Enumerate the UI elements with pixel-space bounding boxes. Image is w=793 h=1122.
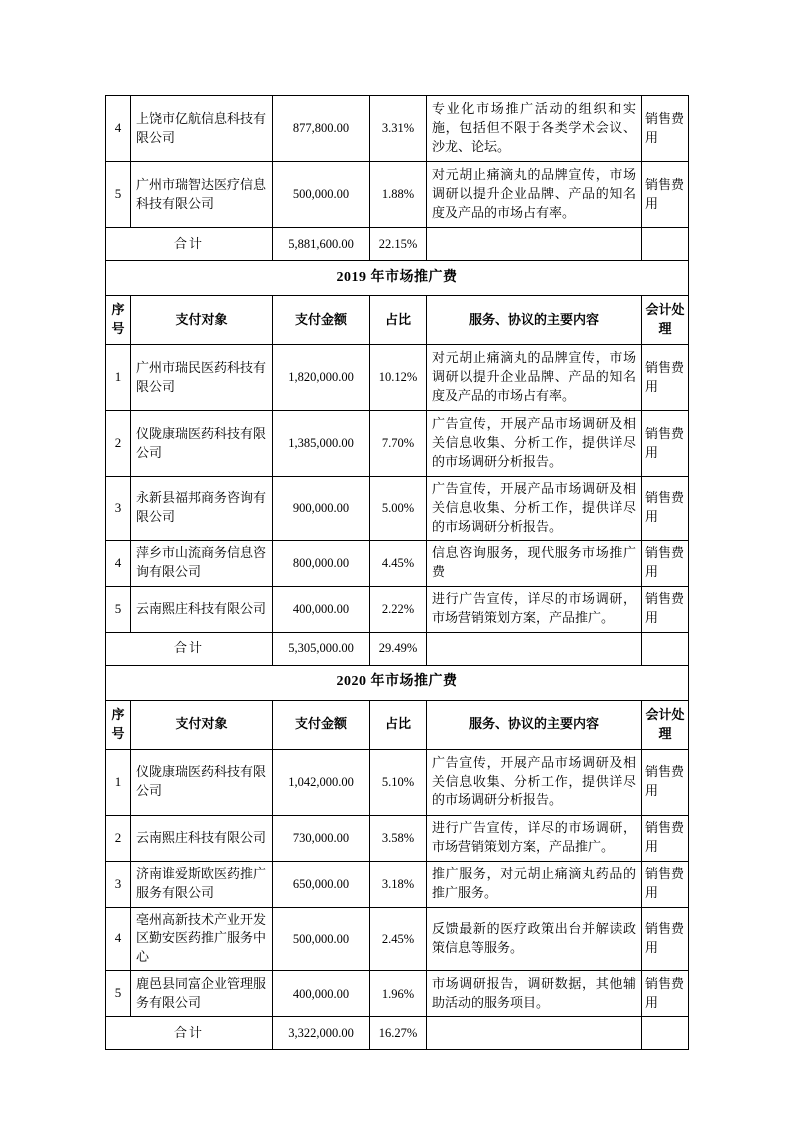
cell-content: 进行广告宣传，详尽的市场调研，市场营销策划方案，产品推广。 (427, 586, 642, 632)
table-row (106, 586, 689, 632)
cell-content: 推广服务，对元胡止痛滴丸药品的推广服务。 (427, 861, 642, 907)
cell-seq: 5 (106, 586, 131, 632)
header-seq: 序号 (106, 700, 131, 749)
cell-amount: 730,000.00 (273, 815, 370, 861)
promotion-fee-tables (105, 95, 689, 1050)
market-promotion-fee-table (105, 95, 689, 1050)
cell-payee: 仪陇康瑞医药科技有限公司 (131, 411, 273, 477)
total-amount: 5,305,000.00 (273, 632, 370, 665)
cell-payee: 鹿邑县同富企业管理服务有限公司 (131, 971, 273, 1017)
cell-payee: 云南熙庄科技有限公司 (131, 586, 273, 632)
cell-accounting: 销售费用 (642, 749, 689, 815)
header-accounting: 会计处理 (642, 296, 689, 345)
cell-accounting-empty (642, 1017, 689, 1050)
header-seq: 序号 (106, 296, 131, 345)
table-row (106, 345, 689, 411)
header-content: 服务、协议的主要内容 (427, 700, 642, 749)
cell-amount: 800,000.00 (273, 540, 370, 586)
table-row (106, 971, 689, 1017)
cell-seq: 1 (106, 345, 131, 411)
cell-content: 进行广告宣传，详尽的市场调研，市场营销策划方案，产品推广。 (427, 815, 642, 861)
cell-ratio: 4.45% (370, 540, 427, 586)
cell-payee: 萍乡市山流商务信息咨询有限公司 (131, 540, 273, 586)
cell-payee: 上饶市亿航信息科技有限公司 (131, 96, 273, 162)
header-amount: 支付金额 (273, 700, 370, 749)
cell-amount: 500,000.00 (273, 162, 370, 228)
section-title-row (106, 261, 689, 296)
cell-accounting: 销售费用 (642, 861, 689, 907)
cell-ratio: 2.45% (370, 907, 427, 971)
cell-content: 信息咨询服务，现代服务市场推广费 (427, 540, 642, 586)
section-title-row (106, 665, 689, 700)
cell-content: 市场调研报告，调研数据，其他辅助活动的服务项目。 (427, 971, 642, 1017)
cell-content-empty (427, 632, 642, 665)
cell-amount: 500,000.00 (273, 907, 370, 971)
total-amount: 5,881,600.00 (273, 228, 370, 261)
cell-ratio: 1.88% (370, 162, 427, 228)
total-row (106, 1017, 689, 1050)
cell-amount: 400,000.00 (273, 586, 370, 632)
cell-seq: 5 (106, 162, 131, 228)
total-ratio: 16.27% (370, 1017, 427, 1050)
cell-accounting: 销售费用 (642, 586, 689, 632)
total-amount: 3,322,000.00 (273, 1017, 370, 1050)
cell-payee: 广州市瑞民医药科技有限公司 (131, 345, 273, 411)
cell-seq: 2 (106, 411, 131, 477)
header-accounting: 会计处理 (642, 700, 689, 749)
cell-amount: 1,820,000.00 (273, 345, 370, 411)
cell-ratio: 10.12% (370, 345, 427, 411)
cell-content-empty (427, 1017, 642, 1050)
cell-accounting: 销售费用 (642, 96, 689, 162)
cell-content-empty (427, 228, 642, 261)
cell-accounting: 销售费用 (642, 971, 689, 1017)
header-amount: 支付金额 (273, 296, 370, 345)
cell-amount: 877,800.00 (273, 96, 370, 162)
table-header-row (106, 296, 689, 345)
cell-content: 对元胡止痛滴丸的品牌宣传，市场调研以提升企业品牌、产品的知名度及产品的市场占有率。 (427, 162, 642, 228)
cell-amount: 650,000.00 (273, 861, 370, 907)
cell-accounting-empty (642, 228, 689, 261)
total-label: 合计 (106, 632, 273, 665)
cell-ratio: 2.22% (370, 586, 427, 632)
cell-accounting: 销售费用 (642, 477, 689, 541)
cell-accounting: 销售费用 (642, 540, 689, 586)
header-content: 服务、协议的主要内容 (427, 296, 642, 345)
cell-payee: 永新县福邦商务咨询有限公司 (131, 477, 273, 541)
table-row (106, 861, 689, 907)
cell-amount: 400,000.00 (273, 971, 370, 1017)
cell-payee: 仪陇康瑞医药科技有限公司 (131, 749, 273, 815)
cell-accounting: 销售费用 (642, 815, 689, 861)
cell-seq: 4 (106, 96, 131, 162)
cell-accounting-empty (642, 632, 689, 665)
cell-ratio: 3.18% (370, 861, 427, 907)
cell-ratio: 3.31% (370, 96, 427, 162)
cell-ratio: 5.00% (370, 477, 427, 541)
total-row (106, 228, 689, 261)
total-label: 合计 (106, 1017, 273, 1050)
cell-content: 反馈最新的医疗政策出台并解读政策信息等服务。 (427, 907, 642, 971)
cell-content: 广告宣传，开展产品市场调研及相关信息收集、分析工作，提供详尽的市场调研分析报告。 (427, 749, 642, 815)
cell-content: 广告宣传，开展产品市场调研及相关信息收集、分析工作，提供详尽的市场调研分析报告。 (427, 477, 642, 541)
cell-seq: 3 (106, 477, 131, 541)
cell-seq: 3 (106, 861, 131, 907)
table-row (106, 907, 689, 971)
section-title-2020: 2020 年市场推广费 (106, 665, 689, 700)
cell-ratio: 3.58% (370, 815, 427, 861)
table-row (106, 96, 689, 162)
cell-ratio: 1.96% (370, 971, 427, 1017)
cell-seq: 2 (106, 815, 131, 861)
cell-seq: 5 (106, 971, 131, 1017)
cell-accounting: 销售费用 (642, 345, 689, 411)
cell-amount: 1,042,000.00 (273, 749, 370, 815)
section-title-2019: 2019 年市场推广费 (106, 261, 689, 296)
table-row (106, 162, 689, 228)
table-row (106, 540, 689, 586)
total-row (106, 632, 689, 665)
cell-content: 专业化市场推广活动的组织和实施，包括但不限于各类学术会议、沙龙、论坛。 (427, 96, 642, 162)
table-row (106, 815, 689, 861)
total-ratio: 29.49% (370, 632, 427, 665)
table-row (106, 477, 689, 541)
table-row (106, 749, 689, 815)
header-payee: 支付对象 (131, 700, 273, 749)
table-row (106, 411, 689, 477)
cell-payee: 广州市瑞智达医疗信息科技有限公司 (131, 162, 273, 228)
cell-content: 广告宣传，开展产品市场调研及相关信息收集、分析工作，提供详尽的市场调研分析报告。 (427, 411, 642, 477)
cell-payee: 亳州高新技术产业开发区勤安医药推广服务中心 (131, 907, 273, 971)
total-label: 合计 (106, 228, 273, 261)
cell-amount: 1,385,000.00 (273, 411, 370, 477)
table-header-row (106, 700, 689, 749)
cell-ratio: 5.10% (370, 749, 427, 815)
cell-payee: 济南谁爱斯欧医药推广服务有限公司 (131, 861, 273, 907)
cell-content: 对元胡止痛滴丸的品牌宣传，市场调研以提升企业品牌、产品的知名度及产品的市场占有率。 (427, 345, 642, 411)
cell-payee: 云南熙庄科技有限公司 (131, 815, 273, 861)
cell-accounting: 销售费用 (642, 411, 689, 477)
total-ratio: 22.15% (370, 228, 427, 261)
cell-accounting: 销售费用 (642, 162, 689, 228)
header-payee: 支付对象 (131, 296, 273, 345)
cell-ratio: 7.70% (370, 411, 427, 477)
header-ratio: 占比 (370, 296, 427, 345)
cell-seq: 4 (106, 907, 131, 971)
cell-amount: 900,000.00 (273, 477, 370, 541)
cell-seq: 1 (106, 749, 131, 815)
cell-accounting: 销售费用 (642, 907, 689, 971)
header-ratio: 占比 (370, 700, 427, 749)
cell-seq: 4 (106, 540, 131, 586)
